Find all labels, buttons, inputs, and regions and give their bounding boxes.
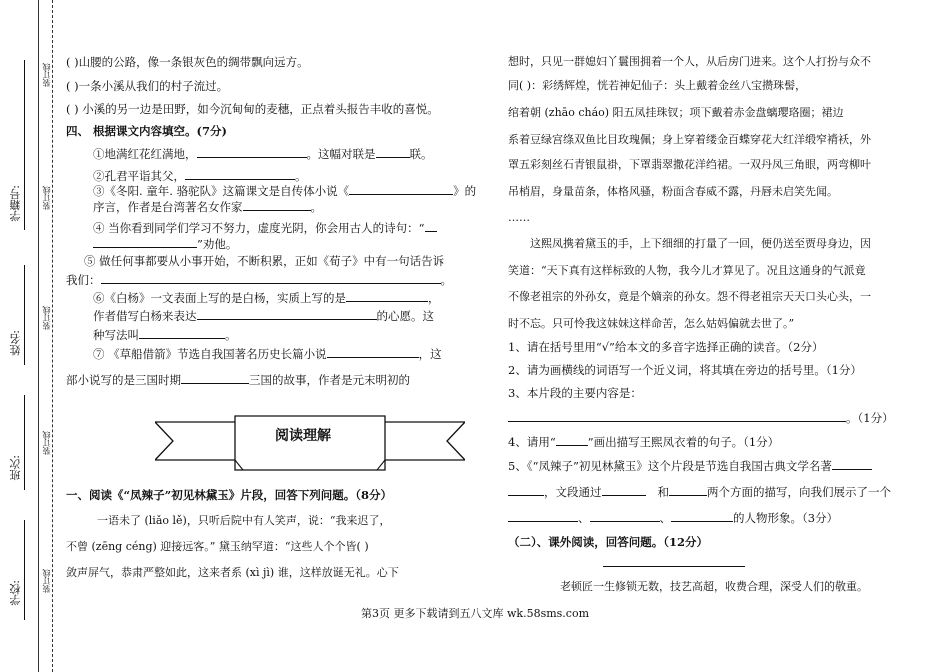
- fill-item-6b: [93, 308, 434, 323]
- passage-line: 想时，只见一群媳妇丫鬟围拥着一个人，从后房门进来。这个人打扮与众不: [508, 55, 871, 68]
- fill-text: ③《冬阳. 童年. 骆驼队》这篇课文是自传体小说《: [93, 184, 350, 198]
- banner-left-tail: [155, 422, 243, 460]
- binding-mark: 装订线: [42, 306, 51, 330]
- extra-passage: 老顿匠一生修锁无数，技艺高超，收费合理，深受人们的敬重。: [560, 580, 868, 593]
- section-two-title: （二）、课外阅读，回答问题。（12分）: [508, 535, 709, 549]
- fill-text: 作者借写白杨来表达: [93, 309, 197, 323]
- name-label: 姓名:: [9, 330, 22, 356]
- fill-text: 》的: [453, 184, 477, 198]
- fill-text: 。: [225, 328, 237, 342]
- answer-blank[interactable]: [376, 146, 410, 158]
- fill-text: ，这: [418, 347, 442, 361]
- answer-blank[interactable]: [139, 327, 225, 339]
- fill-text: 。: [440, 273, 452, 287]
- answer-blank[interactable]: [508, 484, 544, 496]
- fill-item-5: ⑤ 做任何事都要从小事开始，不断积累，正如《荀子》中有一句话告诉: [84, 254, 445, 268]
- fill-item-3b: [93, 199, 322, 214]
- passage-line: 罩五彩刻丝石青银鼠褂，下罩翡翠撒花洋绉裙。一双丹凤三角眼，两弯柳叶: [508, 158, 871, 171]
- answer-blank[interactable]: [602, 484, 646, 496]
- fill-item-2: [93, 168, 307, 183]
- question-5-text: 两个方面的描写，向我们展示了一个: [707, 485, 891, 499]
- passage-line: 时不忘。只可怜我这妹妹这样命苦，怎么姑妈偏就去世了。”: [508, 317, 795, 330]
- fill-text: ⑦ 《草船借箭》节选自我国著名历史长篇小说: [93, 347, 327, 361]
- passage-line: 不曾 (zēng céng) 迎接远客。” 黛玉纳罕道：“这些人个个皆( ): [66, 540, 369, 553]
- question-5-text: 5、《“凤辣子”初见林黛玉》这个片段是节选自我国古典文学名著: [508, 459, 832, 473]
- binding-mark: 装订线: [42, 431, 51, 455]
- question-5-text: ，文段通过: [544, 485, 602, 499]
- fill-text: ⑥《白杨》一文表面上写的是白杨，实质上写的是: [93, 291, 346, 305]
- fill-text: ①地满红花红满地，: [93, 147, 197, 161]
- fill-text: 部小说写的是三国时期: [66, 373, 181, 387]
- fill-text: 。: [295, 169, 307, 183]
- answer-blank[interactable]: [508, 510, 578, 522]
- passage-line: 吊梢眉，身量苗条，体格风骚，粉面含春威不露，丹唇未启笑先闻。: [508, 185, 838, 198]
- fill-text: 。这幅对联是: [306, 147, 376, 161]
- school-label: 学校:: [9, 580, 22, 606]
- banner-title: 阅读理解: [275, 428, 331, 444]
- fill-item-7b: [66, 372, 410, 387]
- fill-text: 三国的故事，作者是元末明初的: [249, 373, 410, 387]
- answer-blank[interactable]: [349, 183, 453, 195]
- binding-mark: 装订线: [42, 63, 51, 87]
- passage-line: 一语未了 (liǎo lě)，只听后院中有人笑声，说：“我来迟了，: [97, 514, 391, 527]
- fill-text: 我们：: [66, 273, 101, 287]
- class-label: 班次:: [9, 455, 22, 481]
- question-5c: 、 、 的人物形象。（3分）: [508, 510, 838, 525]
- answer-blank[interactable]: [327, 346, 419, 358]
- passage-line: 敛声屏气，恭肃严整如此，这来者系 (xì jì) 谁，这样放诞无礼。心下: [66, 566, 399, 579]
- student-id-blank[interactable]: [24, 60, 25, 230]
- answer-blank[interactable]: [101, 272, 441, 284]
- fill-text: ”劝他。: [197, 237, 238, 251]
- fill-item-6c: [93, 327, 237, 342]
- binding-line-solid: [38, 0, 39, 672]
- question-1: 1、请在括号里用“√”给本文的多音字选择正确的读音。（2分）: [508, 340, 824, 354]
- fill-item-4: [93, 220, 437, 235]
- fill-text: 的心愿。这: [376, 309, 434, 323]
- judge-line: ( )一条小溪从我们的村子流过。: [66, 79, 229, 93]
- fill-item-4b: [93, 236, 237, 251]
- class-blank[interactable]: [24, 395, 25, 490]
- name-blank[interactable]: [24, 265, 25, 365]
- answer-blank[interactable]: [181, 372, 249, 384]
- page-footer: 第3页 更多下载请到五八文库 wk.58sms.com: [361, 607, 589, 620]
- student-id-label: 学籍号:: [9, 185, 22, 222]
- answer-blank[interactable]: [590, 510, 660, 522]
- question-3: 3、本片段的主要内容是：: [508, 386, 642, 400]
- passage-ellipsis: ……: [508, 211, 530, 224]
- fill-item-6: [93, 290, 440, 305]
- answer-blank[interactable]: [185, 168, 295, 180]
- school-blank[interactable]: [24, 520, 25, 620]
- fill-text: ④ 当你看到同学们学习不努力，虚度光阴，你会用古人的诗句：“: [93, 221, 425, 235]
- judge-line: ( )山腰的公路，像一条银灰色的绸带飘向远方。: [66, 55, 309, 69]
- question-2: 2、请为画横线的词语写一个近义词，将其填在旁边的括号里。（1分）: [508, 363, 862, 377]
- passage-line: 系着豆绿宫绦双鱼比目玫瑰佩；身上穿着缕金百蝶穿花大红洋缎窄褙袄，外: [508, 133, 871, 146]
- passage-line: 不像老祖宗的外孙女，竟是个嫡亲的孙女。怨不得老祖宗天天口头心头，一: [508, 290, 871, 303]
- banner-right-tail: [377, 422, 465, 460]
- fill-text: 。: [310, 200, 322, 214]
- passage-line: 这熙凤携着黛玉的手，上下细细的打量了一回，便仍送至贾母身边，因: [530, 237, 871, 250]
- binding-mark: 装订线: [42, 186, 51, 210]
- answer-blank[interactable]: [508, 410, 846, 422]
- section-four-title: 四、 根据课文内容填空。(7分): [66, 124, 227, 138]
- fill-text: ②孔君平诣其父，: [93, 169, 185, 183]
- binding-mark: 装订线: [42, 569, 51, 593]
- fill-item-3: [93, 183, 476, 198]
- passage-line: 同( )：彩绣辉煌，恍若神妃仙子：头上戴着金丝八宝攒珠髻，: [508, 79, 807, 92]
- answer-blank[interactable]: [832, 458, 872, 470]
- question-4-text: 4、请用“: [508, 435, 556, 449]
- fill-item-5b: [66, 272, 452, 287]
- question-3-score: 。（1分）: [846, 411, 894, 425]
- extra-title-blank[interactable]: [603, 566, 745, 567]
- fill-text: 联。: [409, 147, 433, 161]
- answer-blank[interactable]: [197, 308, 377, 320]
- question-5-text: 和: [657, 485, 669, 499]
- fill-item-1: [93, 146, 433, 161]
- answer-blank[interactable]: [243, 199, 311, 211]
- question-4-text: ”画出描写王熙凤衣着的句子。（1分）: [587, 435, 780, 449]
- fill-text: ，: [428, 291, 440, 305]
- answer-blank[interactable]: [556, 434, 588, 446]
- question-5: [508, 458, 872, 473]
- binding-line-dashed: [52, 0, 53, 672]
- question-3-answer: [508, 410, 894, 425]
- fill-text: 种写法叫: [93, 328, 139, 342]
- binding-margin: [0, 0, 58, 672]
- answer-blank[interactable]: [669, 484, 707, 496]
- answer-blank[interactable]: [93, 236, 197, 248]
- passage-line: 绾着朝 (zhāo cháo) 阳五凤挂珠钗；项下戴着赤金盘螭璎珞圈；裙边: [508, 106, 844, 119]
- answer-blank[interactable]: [671, 510, 733, 522]
- fill-text: 序言，作者是台湾著名女作家: [93, 200, 243, 214]
- answer-blank[interactable]: [197, 146, 307, 158]
- reading-banner: [155, 414, 465, 478]
- reading-one-title: 一、阅读《“凤辣子”初见林黛玉》片段，回答下列问题。（8分）: [66, 488, 392, 502]
- question-5b: [508, 484, 891, 499]
- answer-blank[interactable]: [346, 290, 428, 302]
- judge-line: ( ) 小溪的另一边是田野，如今沉甸甸的麦穗，正点着头报告丰收的喜悦。: [66, 102, 439, 116]
- answer-blank[interactable]: [425, 220, 437, 232]
- question-5-text: 的人物形象。（3分）: [733, 511, 839, 525]
- question-4: [508, 434, 779, 449]
- fill-item-7: [93, 346, 442, 361]
- passage-line: 笑道：“天下真有这样标致的人物，我今儿才算见了。况且这通身的气派竟: [508, 264, 866, 277]
